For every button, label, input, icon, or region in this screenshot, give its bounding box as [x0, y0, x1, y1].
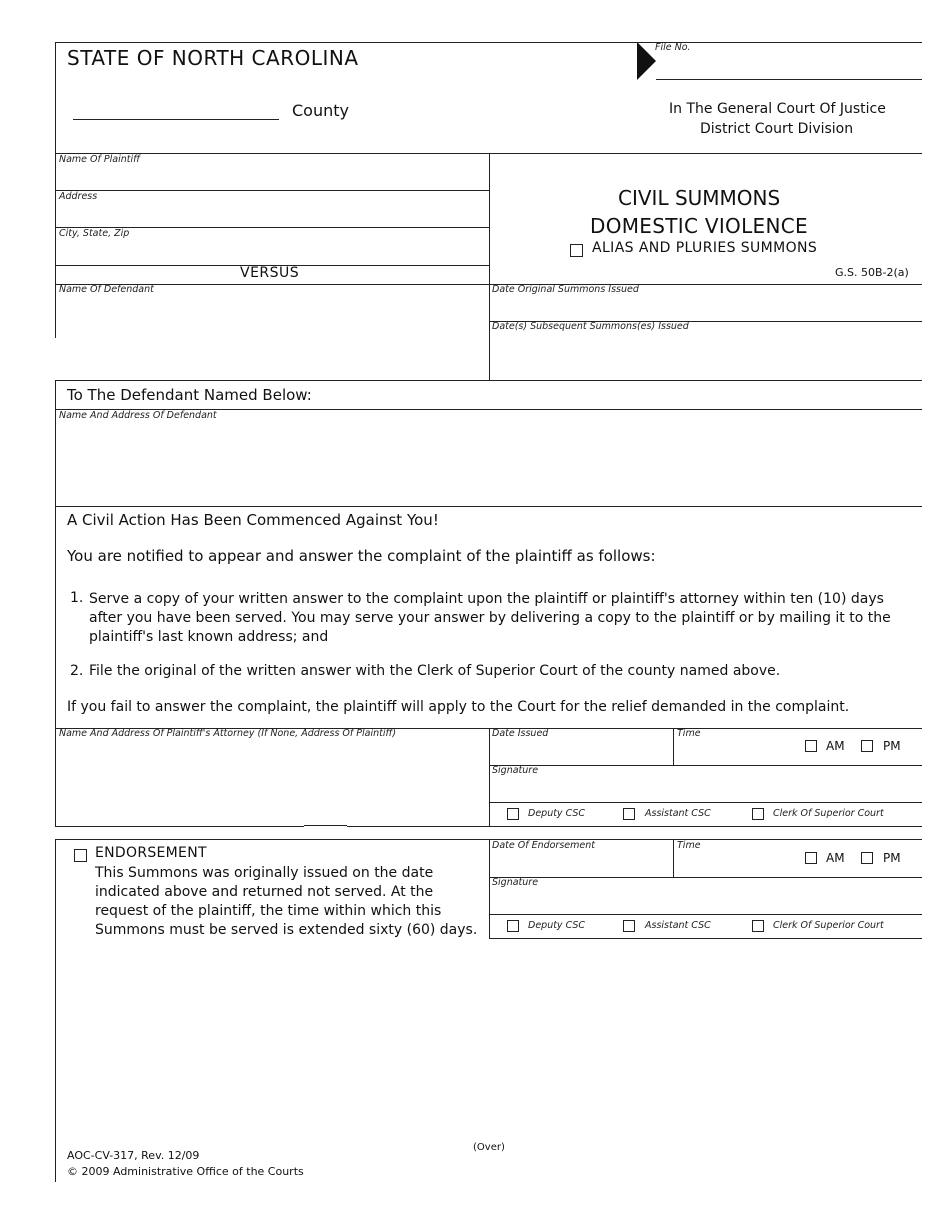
- am-label: AM: [826, 739, 845, 753]
- endorsement-signature-bottom-line: [489, 914, 922, 915]
- endorsement-clerk-label: Clerk Of Superior Court: [773, 920, 884, 931]
- assistant-csc-checkbox[interactable]: [623, 808, 635, 820]
- clerk-checkbox[interactable]: [752, 808, 764, 820]
- endorsement-assistant-csc-checkbox[interactable]: [623, 920, 635, 932]
- parties-divider: [489, 153, 490, 380]
- date-issued-label: Date Issued: [492, 728, 549, 739]
- alias-label: ALIAS AND PLURIES SUMMONS: [592, 240, 818, 256]
- form-id: AOC-CV-317, Rev. 12/09: [67, 1149, 200, 1162]
- endorsement-time-label: Time: [677, 840, 701, 851]
- notice-item-2-number: 2.: [70, 663, 84, 679]
- notice-item-1-number: 1.: [70, 590, 84, 606]
- section-line-to-defendant: [55, 380, 922, 381]
- time-bottom-line: [489, 765, 922, 766]
- left-border-lower: [55, 380, 56, 827]
- date-issued-input[interactable]: [494, 741, 670, 763]
- endorsement-date-time-divider: [673, 839, 674, 877]
- alias-checkbox[interactable]: [570, 244, 583, 257]
- defendant-name-address-label: Name And Address Of Defendant: [59, 410, 217, 421]
- notice-intro: You are notified to appear and answer the complaint of the plaintiff as follows:: [67, 547, 656, 565]
- plaintiff-name-input[interactable]: [59, 166, 484, 188]
- plaintiff-address-label: Address: [59, 191, 98, 202]
- defendant-name-address-input[interactable]: [59, 423, 919, 503]
- endorsement-time-bottom-line: [489, 877, 922, 878]
- endorsement-am-checkbox[interactable]: [805, 852, 817, 864]
- versus-label: VERSUS: [240, 265, 300, 281]
- court-line-2: District Court Division: [700, 121, 854, 137]
- date-original-input[interactable]: [494, 297, 918, 319]
- signature-input[interactable]: [494, 778, 918, 800]
- notice-heading: A Civil Action Has Been Commenced Against You!: [67, 511, 439, 529]
- pm-checkbox[interactable]: [861, 740, 873, 752]
- endorsement-divider: [489, 839, 490, 939]
- deputy-csc-label: Deputy CSC: [528, 808, 586, 819]
- attorney-input[interactable]: [59, 741, 484, 821]
- endorsement-checkbox[interactable]: [74, 849, 87, 862]
- endorsement-pm-checkbox[interactable]: [861, 852, 873, 864]
- form-title-line-1: CIVIL SUMMONS: [618, 186, 781, 210]
- endorsement-heading: ENDORSEMENT: [95, 845, 207, 861]
- county-label: County: [292, 101, 349, 120]
- date-subsequent-input[interactable]: [494, 334, 918, 376]
- endorsement-date-input[interactable]: [494, 853, 670, 875]
- copyright: © 2009 Administrative Office of the Courts: [67, 1165, 304, 1178]
- assistant-csc-label: Assistant CSC: [645, 808, 711, 819]
- over-label: (Over): [473, 1142, 505, 1153]
- county-field[interactable]: [73, 119, 279, 120]
- to-defendant-heading: To The Defendant Named Below:: [67, 386, 312, 404]
- clerk-label: Clerk Of Superior Court: [773, 808, 884, 819]
- endorsement-deputy-csc-label: Deputy CSC: [528, 920, 586, 931]
- pm-label: PM: [883, 739, 901, 753]
- top-border: [55, 42, 640, 43]
- defendant-name-input[interactable]: [59, 297, 484, 375]
- versus-line: [55, 284, 922, 285]
- issue-bottom-line-left: [55, 826, 304, 827]
- attorney-label: Name And Address Of Plaintiff's Attorney (If None, Address Of Plaintiff): [59, 728, 397, 739]
- file-no-arrow-icon: [637, 42, 656, 80]
- endorsement-signature-label: Signature: [492, 877, 539, 888]
- notice-item-1: Serve a copy of your written answer to the complaint upon the plaintiff or plaintiff's attorney within ten (10) days after you have been served. You may serve your answer by delivering a copy to the plaintiff or by mailing it to the plaintiff's last known address; and: [89, 591, 891, 645]
- issue-divider: [489, 728, 490, 827]
- state-title: STATE OF NORTH CAROLINA: [67, 46, 359, 70]
- endorsement-assistant-csc-label: Assistant CSC: [645, 920, 711, 931]
- date-subsequent-label: Date(s) Subsequent Summons(es) Issued: [492, 321, 689, 332]
- time-label: Time: [677, 728, 701, 739]
- deputy-csc-checkbox[interactable]: [507, 808, 519, 820]
- issue-bottom-line-mid: [304, 825, 347, 826]
- endorsement-am-label: AM: [826, 851, 845, 865]
- notice-item-2: File the original of the written answer with the Clerk of Superior Court of the county named above.: [89, 663, 781, 679]
- endorsement-signature-input[interactable]: [494, 890, 918, 912]
- date-original-label: Date Original Summons Issued: [492, 284, 639, 295]
- file-no-label: File No.: [655, 42, 691, 53]
- file-no-bottom-line: [656, 79, 922, 80]
- plaintiff-name-label: Name Of Plaintiff: [59, 154, 140, 165]
- issue-bottom-line-right: [347, 826, 922, 827]
- plaintiff-name-line: [55, 190, 489, 191]
- endorsement-deputy-csc-checkbox[interactable]: [507, 920, 519, 932]
- file-no-input[interactable]: [660, 52, 918, 76]
- endorsement-bottom-line: [489, 938, 922, 939]
- am-checkbox[interactable]: [805, 740, 817, 752]
- statute-label: G.S. 50B-2(a): [835, 266, 909, 279]
- plaintiff-city-label: City, State, Zip: [59, 228, 130, 239]
- endorsement-text: This Summons was originally issued on the date indicated above and returned not served. At the request of the plaintiff, the time within which this Summons must be served is extended sixty (60) days.: [95, 865, 478, 938]
- court-line-1: In The General Court Of Justice: [669, 101, 886, 117]
- endorsement-left-border: [55, 839, 56, 1182]
- plaintiff-address-input[interactable]: [59, 203, 484, 225]
- endorsement-clerk-checkbox[interactable]: [752, 920, 764, 932]
- date-time-divider: [673, 728, 674, 765]
- notice-warning: If you fail to answer the complaint, the plaintiff will apply to the Court for the relief demanded in the complaint.: [67, 699, 850, 715]
- signature-bottom-line: [489, 802, 922, 803]
- defendant-name-label: Name Of Defendant: [59, 284, 154, 295]
- section-line-notice: [55, 506, 922, 507]
- endorsement-date-label: Date Of Endorsement: [492, 840, 595, 851]
- endorsement-pm-label: PM: [883, 851, 901, 865]
- form-title-line-2: DOMESTIC VIOLENCE: [590, 214, 808, 238]
- plaintiff-city-input[interactable]: [59, 240, 484, 262]
- signature-label: Signature: [492, 765, 539, 776]
